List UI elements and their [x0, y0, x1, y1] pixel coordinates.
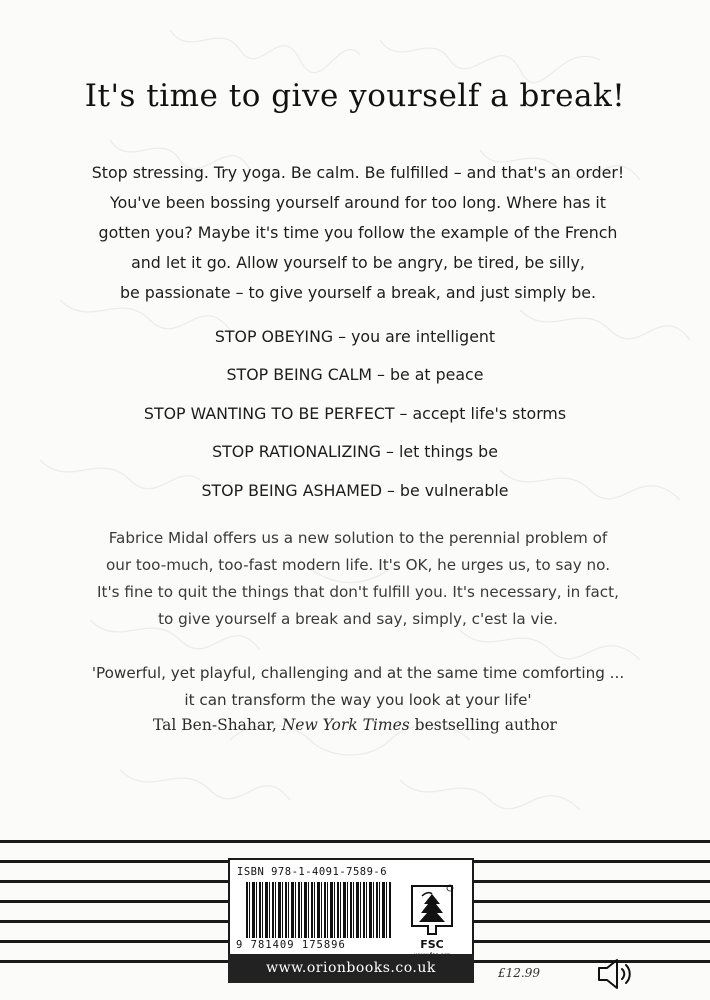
fsc-tree-logo-icon: [406, 882, 458, 938]
stop-list-item: STOP BEING ASHAMED – be vulnerable: [201, 480, 509, 500]
intro-line: be passionate – to give yourself a break, and just simply be.: [120, 283, 596, 302]
intro-line: and let it go. Allow yourself to be angry, be tired, be silly,: [131, 253, 585, 272]
stop-list-item: STOP BEING CALM – be at peace: [226, 365, 484, 385]
endorsement-quote: [70, 660, 646, 714]
attribution-name: Tal Ben-Shahar,: [153, 716, 277, 734]
attribution-suffix: bestselling author: [414, 716, 557, 734]
description-line: Fabrice Midal offers us a new solution to the perennial problem of: [108, 529, 608, 547]
publisher-url-bar: [228, 954, 474, 983]
description-line: to give yourself a break and say, simply, c'est la vie.: [158, 610, 558, 628]
intro-line: gotten you? Maybe it's time you follow the example of the French: [98, 223, 618, 242]
fsc-label: FSC: [420, 938, 444, 951]
speaker-audio-icon[interactable]: [596, 956, 634, 992]
quote-attribution: [0, 716, 710, 734]
barcode-digits: 9 781409 175896: [236, 939, 346, 951]
intro-line: You've been bossing yourself around for too long. Where has it: [110, 193, 606, 212]
stop-list: [0, 318, 710, 510]
attribution-publication: New York Times: [281, 716, 410, 734]
publisher-url: www.orionbooks.co.uk: [266, 960, 436, 976]
stop-list-item: STOP OBEYING – you are intelligent: [214, 327, 496, 346]
quote-line: it can transform the way you look at your life': [184, 691, 532, 709]
barcode-bars: [246, 882, 392, 938]
intro-paragraph: [90, 158, 626, 308]
price-label: £12.99: [498, 966, 540, 980]
description-line: It's fine to quit the things that don't fulfill you. It's necessary, in fact,: [97, 583, 619, 601]
isbn-label: ISBN 978-1-4091-7589-6: [237, 866, 388, 878]
description-paragraph: [90, 525, 626, 633]
intro-line: Stop stressing. Try yoga. Be calm. Be fulfilled – and that's an order!: [91, 163, 625, 182]
quote-line: 'Powerful, yet playful, challenging and at the same time comforting ...: [91, 664, 625, 682]
stop-list-item: STOP RATIONALIZING – let things be: [212, 442, 498, 462]
stop-list-item: STOP WANTING TO BE PERFECT – accept life's storms: [143, 403, 567, 423]
description-line: our too-much, too-fast modern life. It's OK, he urges us, to say no.: [105, 556, 611, 574]
headline: It's time to give yourself a break!: [84, 78, 626, 114]
